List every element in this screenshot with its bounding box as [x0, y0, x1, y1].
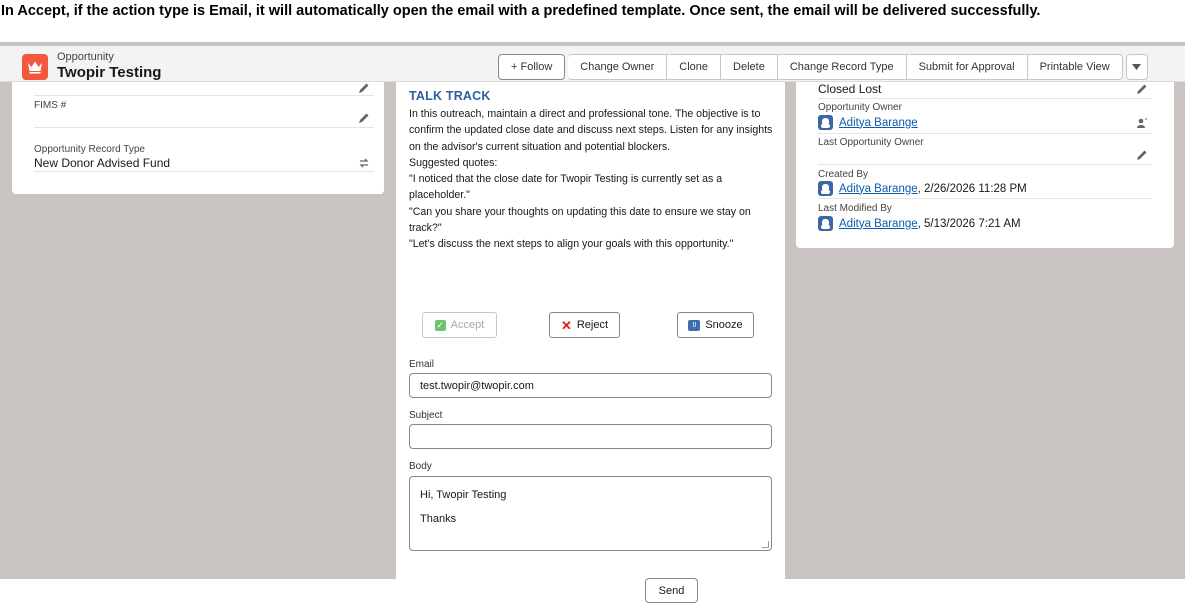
snooze-icon: II [688, 320, 700, 331]
field-fims [34, 96, 374, 128]
suggested-quote: "Let's discuss the next steps to align your goals with this opportunity." [409, 238, 734, 251]
clone-button[interactable]: Clone [667, 54, 721, 80]
record-type-label: Opportunity Record Type [34, 144, 145, 155]
salesforce-app [0, 42, 1185, 597]
talk-track-title: TALK TRACK [409, 89, 491, 103]
email-field[interactable]: test.twopir@twopir.com [409, 373, 772, 398]
details-card-left [12, 82, 384, 194]
submit-for-approval-button[interactable]: Submit for Approval [907, 54, 1028, 80]
close-icon: ✕ [560, 317, 572, 333]
change-record-type-icon[interactable] [358, 157, 370, 169]
next-best-action-card [396, 82, 785, 597]
accept-label: Accept [450, 319, 485, 331]
suggested-quote: "I noticed that the close date for Twopir Testing is currently set as a placeholder." [409, 173, 723, 202]
user-avatar-icon [818, 216, 833, 231]
pencil-icon[interactable] [358, 112, 370, 124]
suggested-quote: "Can you share your thoughts on updating this date to ensure we stay on track?" [409, 205, 751, 235]
created-by-label: Created By [818, 169, 869, 180]
stage-value: Closed Lost [818, 82, 882, 96]
more-actions-button[interactable] [1126, 54, 1148, 80]
body-line: Hi, Twopir Testing [420, 489, 507, 501]
instruction-caption: In Accept, if the action type is Email, it will automatically open the email with a predefined template. Once sent, the email will be delivered successfully. [0, 0, 1185, 42]
user-avatar-icon [818, 181, 833, 196]
email-label: Email [409, 359, 435, 370]
subject-label: Subject [409, 410, 443, 421]
change-owner-icon[interactable] [1136, 117, 1148, 129]
owner-link[interactable]: Aditya Barange [839, 116, 918, 129]
field-created-by [818, 165, 1152, 199]
talk-track-body [409, 106, 774, 253]
snooze-button[interactable] [677, 312, 754, 338]
change-owner-button[interactable]: Change Owner [568, 54, 667, 80]
subject-field[interactable] [409, 424, 772, 449]
follow-button[interactable]: + Follow [498, 54, 565, 80]
reject-label: Reject [576, 319, 609, 331]
details-card-right [796, 82, 1174, 248]
body-label: Body [409, 461, 432, 472]
check-icon: ✓ [436, 319, 444, 330]
reject-button[interactable] [549, 312, 620, 338]
send-button[interactable]: Send [645, 578, 698, 603]
resize-handle[interactable] [762, 541, 769, 548]
chevron-down-icon [1132, 64, 1141, 70]
user-avatar-icon [818, 115, 833, 130]
object-type-label: Opportunity [57, 51, 114, 63]
printable-view-button[interactable]: Printable View [1028, 54, 1123, 80]
pencil-icon[interactable] [358, 82, 370, 94]
field-stage [818, 82, 1152, 99]
header-actions [498, 54, 1148, 80]
field-last-owner [818, 134, 1152, 165]
last-owner-label: Last Opportunity Owner [818, 137, 924, 148]
field-record-type [34, 138, 374, 172]
body-textarea[interactable] [409, 476, 772, 551]
record-highlights-panel [0, 46, 1185, 82]
record-type-value: New Donor Advised Fund [34, 156, 171, 170]
created-by-user [818, 181, 1027, 196]
field-previous [34, 82, 374, 96]
talk-track-paragraph: In this outreach, maintain a direct and professional tone. The objective is to confirm the updated close date and discuss next steps. Listen for any insights on the advisor's current situation and potential blockers. [409, 108, 773, 153]
pencil-icon[interactable] [1136, 149, 1148, 161]
delete-button[interactable]: Delete [721, 54, 778, 80]
crown-icon [22, 54, 48, 80]
pencil-icon[interactable] [1136, 83, 1148, 95]
last-modified-link[interactable]: Aditya Barange [839, 217, 918, 230]
suggested-quotes-label: Suggested quotes: [409, 156, 498, 169]
last-modified-label: Last Modified By [818, 203, 892, 214]
record-title: Twopir Testing [57, 64, 162, 81]
created-by-link[interactable]: Aditya Barange [839, 182, 918, 195]
last-modified-date: , 5/13/2026 7:21 AM [917, 217, 1021, 230]
snooze-label: Snooze [705, 319, 743, 331]
owner-label: Opportunity Owner [818, 102, 902, 113]
fims-label: FIMS # [34, 100, 67, 111]
body-line: Thanks [420, 513, 457, 525]
field-last-modified-by [818, 199, 1152, 233]
owner-user [818, 115, 918, 130]
created-date: , 2/26/2026 11:28 PM [917, 182, 1027, 195]
field-opportunity-owner [818, 99, 1152, 134]
last-modified-user [818, 216, 1021, 231]
change-record-type-button[interactable]: Change Record Type [778, 54, 907, 80]
accept-button[interactable] [422, 312, 497, 338]
